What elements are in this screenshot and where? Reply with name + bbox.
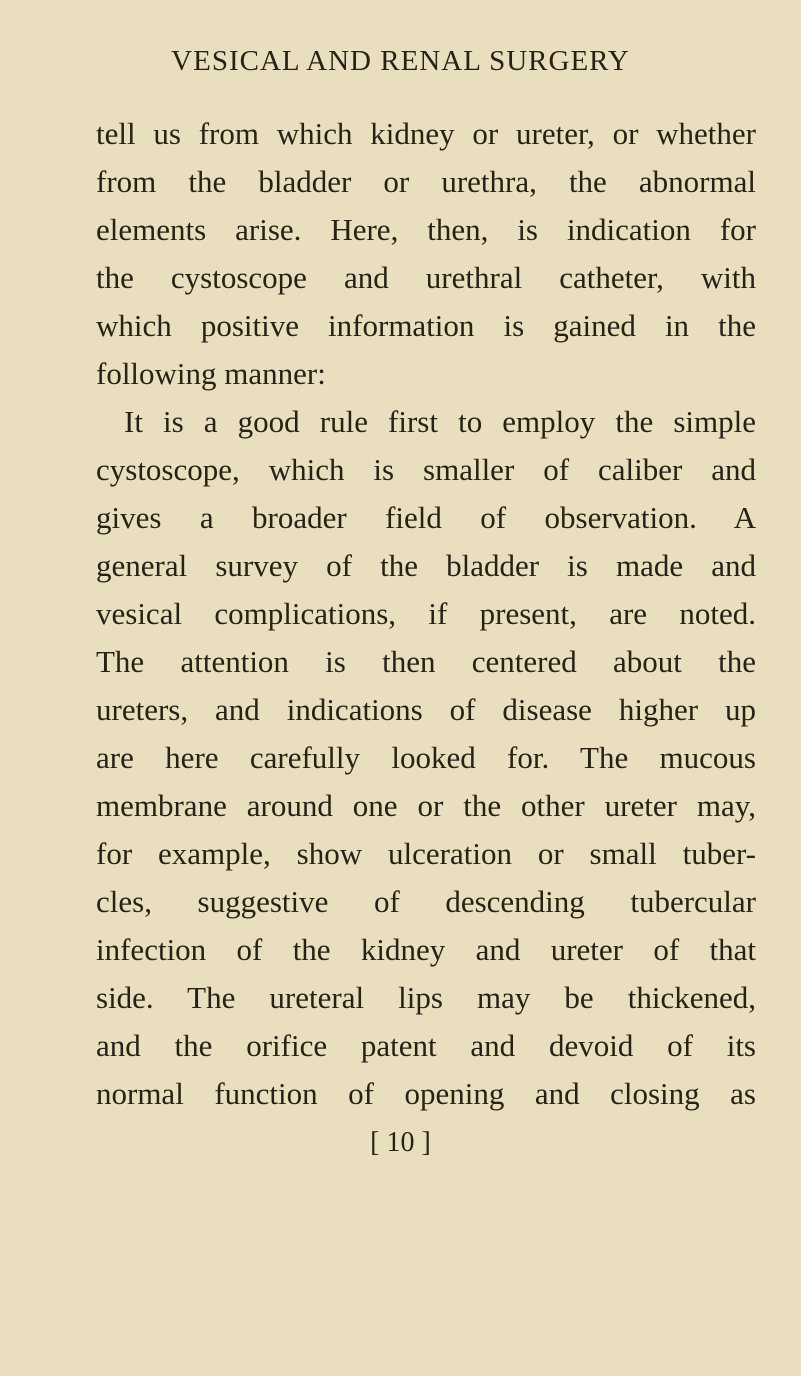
text-line: and the orifice patent and devoid of its	[96, 1028, 756, 1063]
text-line: membrane around one or the other ureter may,	[96, 788, 756, 823]
text-line: It is a good rule first to employ the simple	[124, 404, 756, 439]
text-line: elements arise. Here, then, is indication for	[96, 212, 756, 247]
text-line: infection of the kidney and ureter of that	[96, 932, 756, 967]
text-line: from the bladder or urethra, the abnormal	[96, 164, 756, 199]
text-line: cystoscope, which is smaller of caliber and	[96, 452, 756, 487]
page-number: [ 10 ]	[370, 1127, 431, 1158]
text-line: general survey of the bladder is made and	[96, 548, 756, 583]
text-line: vesical complications, if present, are noted.	[96, 596, 756, 631]
text-line: the cystoscope and urethral catheter, with	[96, 260, 756, 295]
text-line: side. The ureteral lips may be thickened,	[96, 980, 756, 1015]
text-line: following manner:	[96, 356, 326, 391]
text-line: are here carefully looked for. The mucous	[96, 740, 756, 775]
body-text	[96, 110, 756, 1118]
text-line: which positive information is gained in the	[96, 308, 756, 343]
text-line: tell us from which kidney or ureter, or whether	[96, 116, 756, 151]
text-line: normal function of opening and closing as	[96, 1076, 756, 1111]
running-head: VESICAL AND RENAL SURGERY	[171, 45, 630, 77]
text-line: gives a broader field of observation. A	[96, 500, 756, 535]
text-line: for example, show ulceration or small tuber-	[96, 836, 756, 871]
text-line: cles, suggestive of descending tubercular	[96, 884, 756, 919]
text-line: The attention is then centered about the	[96, 644, 756, 679]
text-line: ureters, and indications of disease higher up	[96, 692, 756, 727]
